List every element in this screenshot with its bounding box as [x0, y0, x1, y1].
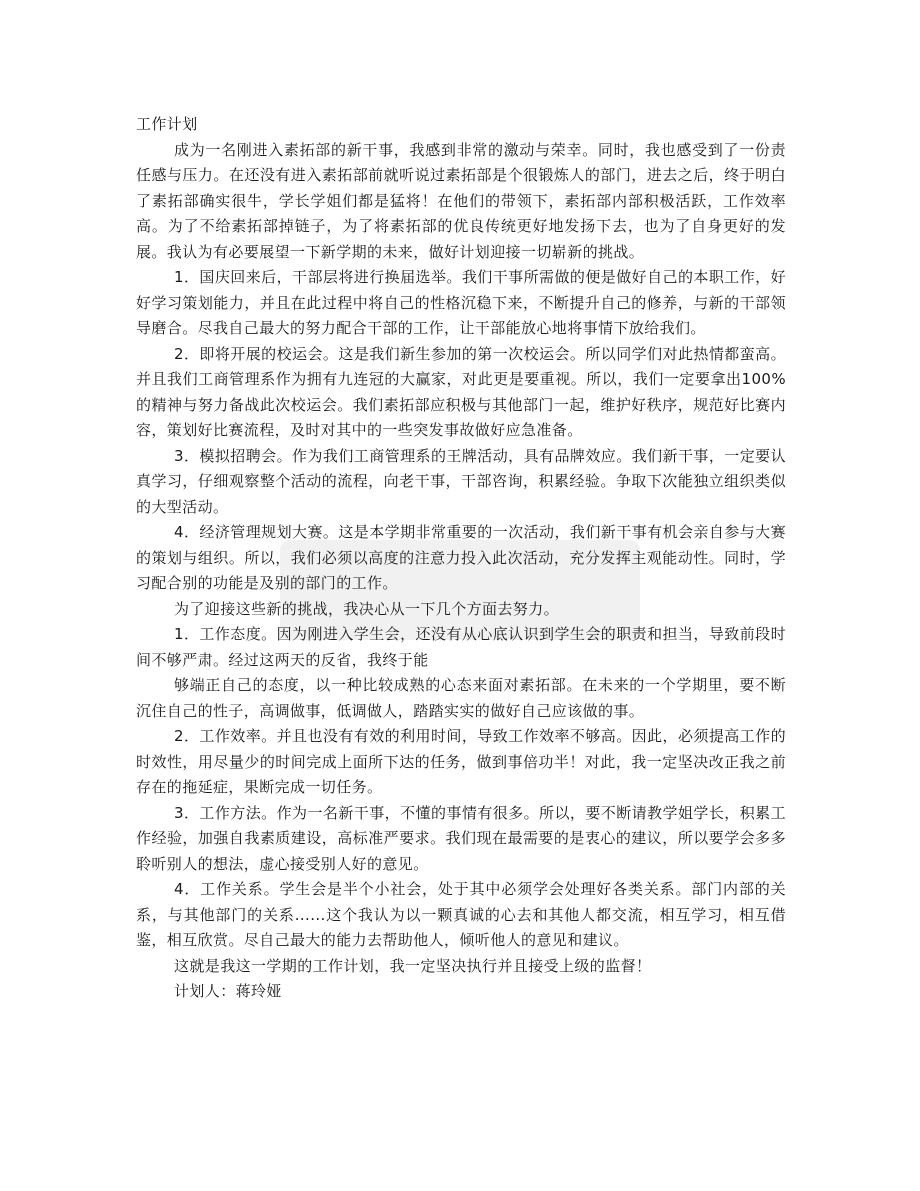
- document-title: 工作计划: [136, 115, 198, 133]
- paragraph-effort-2: 2．工作效率。并且也没有有效的利用时间，导致工作效率不够高。因此，必须提高工作的时效性，用尽量少的时间完成上面所下达的任务，做到事倍功半！对此，我一定坚决改正我之前存在的拖延症，果断完成一切任务。: [136, 727, 786, 796]
- paragraph-effort-1-continued: 够端正自己的态度，以一种比较成熟的心态来面对素拓部。在未来的一个学期里，要不断沉住自己的性子，高调做事，低调做人，踏踏实实的做好自己应该做的事。: [136, 676, 786, 720]
- paragraph-intro: 成为一名刚进入素拓部的新干事，我感到非常的激动与荣幸。同时，我也感受到了一份责任感与压力。在还没有进入素拓部前就听说过素拓部是个很锻炼人的部门，进去之后，终于明白了素拓部确实很牛，学长学姐们都是猛将！在他们的带领下，素拓部内部积极活跃，工作效率高。为了不给素拓部掉链子，为了将素拓部的优良传统更好地发扬下去，也为了自身更好的发展。我认为有必要展望一下新学期的未来，做好计划迎接一切崭新的挑战。: [136, 140, 786, 261]
- paragraph-conclusion: 这就是我这一学期的工作计划，我一定坚决执行并且接受上级的监督！: [174, 956, 652, 975]
- document-body: [136, 112, 786, 1005]
- paragraph-transition: 为了迎接这些新的挑战，我决心从一下几个方面去努力。: [174, 599, 560, 618]
- paragraph-item-2: 2．即将开展的校运会。这是我们新生参加的第一次校运会。所以同学们对此热情都蛮高。并且我们工商管理系作为拥有九连冠的大赢家，对此更是要重视。所以，我们一定要拿出100%的精神与努力备战此次校运会。我们素拓部应积极与其他部门一起，维护好秩序，规范好比赛内容，策划好比赛流程，及时对其中的一些突发事故做好应急准备。: [136, 344, 786, 439]
- paragraph-item-4: 4．经济管理规划大赛。这是本学期非常重要的一次活动，我们新干事有机会亲自参与大赛的策划与组织。所以，我们必须以高度的注意力投入此次活动，充分发挥主观能动性。同时，学习配合别的功能是及别的部门的工作。: [136, 523, 786, 592]
- signature-line: 计划人：蒋玲娅: [174, 982, 282, 1000]
- paragraph-item-3: 3．模拟招聘会。作为我们工商管理系的王牌活动，具有品牌效应。我们新干事，一定要认真学习，仔细观察整个活动的流程，向老干事，干部咨询，积累经验。争取下次能独立组织类似的大型活动。: [136, 446, 786, 516]
- paragraph-effort-3: 3．工作方法。作为一名新干事，不懂的事情有很多。所以，要不断请教学姐学长，积累工作经验，加强自我素质建设，高标准严要求。我们现在最需要的是衷心的建议，所以要学会多多聆听别人的想法，虚心接受别人好的意见。: [136, 803, 786, 873]
- paragraph-item-1: 1．国庆回来后，干部层将进行换届选举。我们干事所需做的便是做好自己的本职工作，好好学习策划能力，并且在此过程中将自己的性格沉稳下来，不断提升自己的修养，与新的干部领导磨合。尽我自己最大的努力配合干部的工作，让干部能放心地将事情下放给我们。: [136, 268, 786, 337]
- paragraph-effort-1-start: 1．工作态度。因为刚进入学生会，还没有从心底认识到学生会的职责和担当，导致前段时间不够严肃。经过这两天的反省，我终于能: [136, 625, 786, 669]
- paragraph-effort-4: 4．工作关系。学生会是半个小社会，处于其中必须学会处理好各类关系。部门内部的关系，与其他部门的关系......这个我认为以一颗真诚的心去和其他人都交流，相互学习，相互借鉴，相互欣赏。尽自己最大的能力去帮助他人，倾听他人的意见和建议。: [136, 880, 786, 949]
